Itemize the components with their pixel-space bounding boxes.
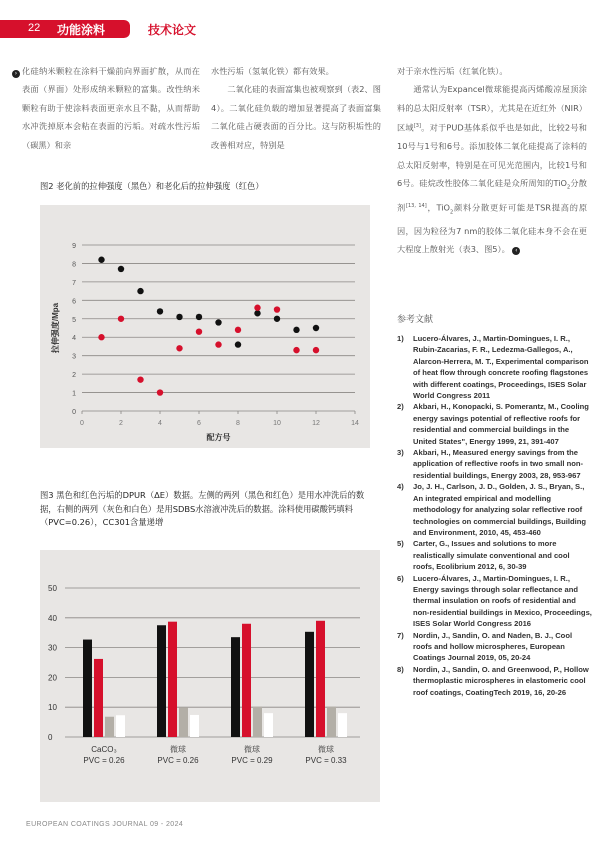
body-column-3 (397, 62, 587, 259)
bar (105, 717, 114, 737)
y-tick-label: 9 (72, 243, 76, 250)
reference-number: 4) (397, 482, 404, 492)
page-number: 22 (28, 22, 41, 34)
category-label-line2: PVC = 0.33 (305, 756, 347, 765)
bar (116, 715, 125, 737)
black-point (118, 266, 124, 272)
bar (316, 621, 325, 737)
reference-item (397, 573, 592, 630)
reference-text: Carter, G., Issues and solutions to more realistically simulate conventional and cool roofs, Ecolibrium 2012, 6, 30-39 (413, 539, 570, 572)
red-point (118, 316, 124, 322)
text: 通常认为Expancel微球能提高丙烯酸凉屋顶涂料的总太阳反射率（TSR），尤其是在近红外（NIR）区域 (397, 84, 587, 133)
category-label-line1: 微球 (244, 745, 260, 754)
x-tick-label: 12 (312, 420, 320, 427)
bar-chart (40, 550, 380, 802)
black-point (215, 319, 221, 325)
x-tick-label: 8 (236, 420, 240, 427)
reference-item (397, 481, 592, 538)
black-point (254, 310, 260, 316)
bar (327, 707, 336, 737)
reference-item (397, 664, 592, 698)
category-label-line1: CaCO₃ (91, 745, 117, 754)
bar (190, 715, 199, 737)
bar (231, 637, 240, 737)
reference-number: 8) (397, 664, 404, 674)
text: 。对于PUD基体系似乎也是如此，比较2号和10号与1号和6号。添加胶体二氧化硅提高了涂料的总太阳反射率，特别是在可见光范围内，比较1号和6号。硅烷改性胶体二氧化硅是众所周知的TiO (397, 122, 587, 189)
x-tick-label: 10 (273, 420, 281, 427)
y-tick-label: 8 (72, 261, 76, 269)
paragraph: 二氧化硅的表面富集也被观察到（表2、图4）。二氧化硅负载的增加显著提高了表面富集二氧化硅占硬表面的百分比。这与防积垢性的改善相对应，特别是 (211, 84, 381, 150)
red-point (98, 334, 104, 340)
y-tick-label: 3 (72, 353, 76, 361)
bar (242, 624, 251, 737)
x-tick-label: 4 (158, 420, 162, 427)
y-tick-label: 5 (72, 316, 76, 324)
reference-item (397, 333, 592, 401)
references-heading: 参考文献 (397, 315, 434, 325)
category-title: 技术论文 (148, 23, 197, 37)
black-point (137, 288, 143, 294)
y-tick-label: 7 (72, 279, 76, 287)
reference-number: 5) (397, 539, 404, 549)
y-axis-label: 拉伸强度/Mpa (51, 302, 60, 354)
bar (253, 707, 262, 737)
x-tick-label: 0 (80, 420, 84, 427)
x-tick-label: 6 (197, 420, 201, 427)
figure-2-chart (40, 205, 370, 448)
subscript: 2 (567, 184, 571, 191)
bar (179, 707, 188, 737)
bar (338, 713, 347, 737)
category-label-line2: PVC = 0.26 (157, 756, 199, 765)
paragraph: 化硅纳米颗粒在涂料干燥前向界面扩散，从而在表面（界面）处形成纳米颗粒的富集。改性纳米颗粒有助于使涂料表面更亲水且不黏，从而帮助水冲洗掉原本会粘在表面的污垢。对疏水性污垢（碳黑）和亲 (22, 66, 200, 150)
reference-text: Jo, J. H., Carlson, J. D., Golden, J. S., Bryan, S., An integrated empirical and modelling methodology for analyzing solar reflective roof technologies on commercial buildings, Building and Environment, 2010, 45, 453-460 (413, 482, 586, 537)
y-tick-label: 10 (48, 703, 57, 713)
reference-number: 6) (397, 573, 404, 583)
red-point (293, 347, 299, 353)
black-point (98, 257, 104, 263)
black-point (157, 308, 163, 314)
paragraph: 对于亲水性污垢（红氧化铁）。 (397, 66, 508, 76)
end-arrow-icon: ‹ (512, 247, 520, 255)
reference-item (397, 538, 592, 572)
reference-number: 2) (397, 402, 404, 412)
body-column-2 (211, 62, 381, 154)
references-list (397, 333, 592, 698)
y-tick-label: 1 (72, 390, 76, 398)
citation: [3] (413, 123, 421, 130)
red-point (274, 306, 280, 312)
y-tick-label: 0 (72, 409, 76, 416)
paragraph: 水性污垢（氢氧化铁）都有效果。 (211, 66, 334, 76)
category-label-line1: 微球 (318, 745, 334, 754)
figure-2-caption: 图2 老化前的拉伸强度（黑色）和老化后的拉伸强度（红色） (40, 181, 264, 191)
reference-text: Nordin, J., Sandin, O. and Naden, B. J., Cool roofs and hollow microspheres, European Coatings Journal 2019, 05, 20-24 (413, 630, 573, 663)
reference-number: 7) (397, 630, 404, 640)
reference-item (397, 447, 592, 481)
reference-number: 3) (397, 448, 404, 458)
red-point (176, 345, 182, 351)
reference-text: Akbari, H., Konopacki, S. Pomerantz, M., Cooling energy savings potential of reflective roofs for residential and commercial buildings in the United States", Energy 1999, 21, 391-407 (413, 402, 589, 446)
figure-3-chart (40, 550, 380, 802)
reference-text: Lucero-Álvares, J., Martin-Domingues, I. R., Energy savings through solar reflectance and thermal insulation on roofs of residential and non-residential buildings in Mexico, Proceedings, ISES Solar World Congress 2016 (413, 573, 592, 629)
body-column-1 (22, 62, 200, 154)
section-title: 功能涂料 (57, 23, 106, 37)
black-point (313, 325, 319, 331)
y-tick-label: 0 (48, 733, 53, 742)
reference-number: 1) (397, 334, 404, 343)
text: 分散剂 (397, 178, 587, 213)
bar (157, 625, 166, 737)
subscript: 2 (449, 209, 454, 216)
footer-journal: EUROPEAN COATINGS JOURNAL 09 - 2024 (26, 821, 184, 828)
y-tick-label: 30 (48, 643, 57, 653)
reference-item (397, 630, 592, 664)
black-point (274, 316, 280, 322)
figure-3-caption: 图3 黑色和红色污垢的DPUR（ΔE）数据。左侧的两列（黑色和红色）是用水冲洗后的数据，右侧的两列（灰色和白色）是用SDBS水溶液冲洗后的数据。涂料使用碳酸钙填料（PVC=0.26），CC301含量递增 (40, 490, 365, 527)
reference-text: Lucero-Álvares, J., Martin-Domingues, I. R., Rubin-Zacarias, F. R., Ledezma-Gallegos, A., Alarcon-Herrera, M. T., Experimental comparison of heat flow through concrete roofing flagstones with different coatings, Proceedings, ISES Solar World Congress 2011 (413, 334, 589, 401)
black-point (176, 314, 182, 320)
red-point (215, 341, 221, 347)
x-tick-label: 2 (119, 420, 123, 427)
category-label-line2: PVC = 0.29 (231, 756, 273, 765)
red-point (196, 328, 202, 334)
paragraph (397, 80, 587, 258)
black-point (196, 314, 202, 320)
y-tick-label: 50 (48, 584, 57, 593)
y-tick-label: 4 (72, 335, 76, 343)
x-tick-label: 14 (351, 420, 359, 427)
red-point (313, 347, 319, 353)
y-tick-label: 20 (48, 673, 57, 683)
continue-arrow-icon: › (12, 70, 20, 78)
red-point (254, 305, 260, 311)
bar (83, 640, 92, 737)
red-point (235, 327, 241, 333)
citation: [13, 14] (406, 203, 427, 210)
reference-text: Akbari, H., Measured energy savings from the application of reflective roofs in two small non-residential buildings, Energy 2003, 28, 953-967 (413, 448, 584, 480)
text: ，TiO (426, 202, 450, 213)
black-point (235, 341, 241, 347)
category-label-line2: PVC = 0.26 (83, 756, 125, 765)
bar (264, 713, 273, 737)
y-tick-label: 2 (72, 372, 76, 380)
x-axis-label: 配方号 (206, 433, 231, 442)
bar (305, 632, 314, 737)
reference-text: Nordin, J., Sandin, O. and Greenwood, P., Hollow thermoplastic microspheres in elastomeric cool roof coatings, CoatingTech 2019, 16, 20-26 (413, 664, 589, 697)
y-tick-label: 6 (72, 298, 76, 306)
black-point (293, 327, 299, 333)
category-label-line1: 微球 (170, 745, 186, 754)
bar (94, 659, 103, 737)
text: 颜料分散更好可能是TSR提高的原因，因为粒径为7 nm的胶体二氧化硅本身不会在更大程度上散射光（表3、图5）。 (397, 202, 588, 255)
red-point (157, 389, 163, 395)
red-point (137, 376, 143, 382)
y-tick-label: 40 (48, 613, 57, 623)
scatter-chart (40, 205, 370, 448)
reference-item (397, 401, 592, 447)
bar (168, 622, 177, 737)
